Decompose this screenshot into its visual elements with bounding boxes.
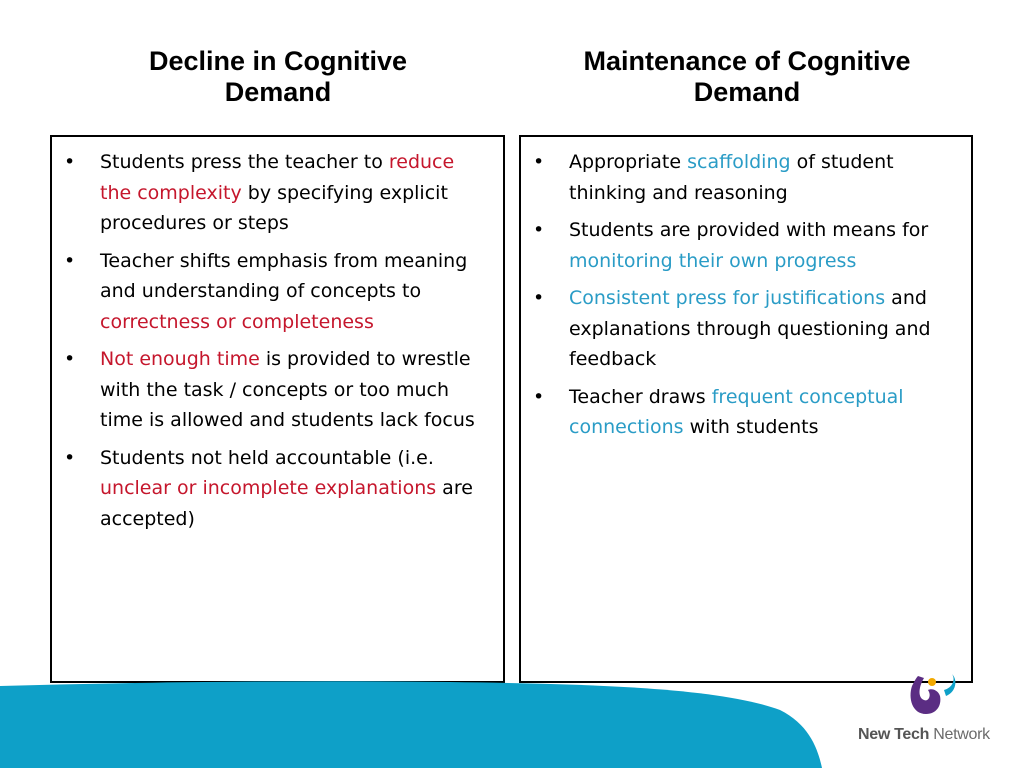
maintenance-list (521, 137, 971, 443)
logo-text-part1: New Tech (858, 726, 930, 743)
decline-list (52, 137, 503, 534)
list-item (64, 344, 491, 436)
item-text: Students are provided with means for (569, 219, 929, 241)
left-column-heading (48, 46, 508, 108)
right-heading-line1: Maintenance of Cognitive (583, 46, 911, 76)
list-item (533, 382, 959, 443)
list-item (533, 283, 959, 375)
bullet: • (533, 385, 545, 408)
item-text: are accepted) (100, 477, 473, 530)
right-heading-line2: Demand (693, 77, 801, 107)
highlight-text: scaffolding (687, 151, 791, 173)
list-item (533, 215, 959, 276)
bullet: • (533, 219, 545, 241)
footer-wave (0, 680, 1024, 768)
highlight-text: monitoring their own progress (569, 249, 857, 272)
bullet: • (64, 348, 76, 370)
list-item (64, 443, 491, 535)
highlight-text: reduce the complexity (100, 151, 455, 204)
logo-wordmark (858, 726, 990, 744)
list-item (533, 147, 959, 208)
left-heading-line2: Demand (224, 77, 332, 107)
highlight-text: Consistent press for justifications (569, 287, 886, 309)
logo-text-part2: Network (929, 726, 990, 743)
logo-mark-icon (898, 668, 962, 722)
item-text: with students (683, 416, 819, 438)
bullet: • (64, 249, 76, 272)
item-text: of student thinking and reasoning (569, 151, 894, 204)
list-item (64, 147, 491, 239)
bullet: • (64, 151, 76, 173)
maintenance-box (519, 135, 973, 683)
item-text: Appropriate (569, 151, 688, 173)
item-text: Students not held accountable (i.e. (100, 446, 434, 469)
left-heading-line1: Decline in Cognitive (148, 46, 408, 76)
decline-box (50, 135, 505, 683)
item-text: Teacher shifts emphasis from meaning and understanding of concepts to (100, 249, 468, 302)
highlight-text: Not enough time (100, 348, 260, 370)
item-text: Teacher draws (569, 385, 712, 408)
right-column-heading (517, 46, 977, 108)
highlight-text: unclear or incomplete explanations (100, 477, 437, 499)
bullet: • (64, 446, 76, 469)
item-text: Students press the teacher to (100, 151, 389, 173)
highlight-text: frequent conceptual connections (569, 385, 904, 438)
item-text: and explanations through questioning and feedback (569, 287, 931, 370)
item-text: by specifying explicit procedures or steps (100, 181, 448, 234)
list-item (64, 246, 491, 338)
bullet: • (533, 151, 545, 173)
highlight-text: correctness or completeness (100, 310, 374, 333)
item-text: is provided to wrestle with the task / concepts or too much time is allowed and students lack focus (100, 348, 475, 431)
bullet: • (533, 287, 545, 309)
